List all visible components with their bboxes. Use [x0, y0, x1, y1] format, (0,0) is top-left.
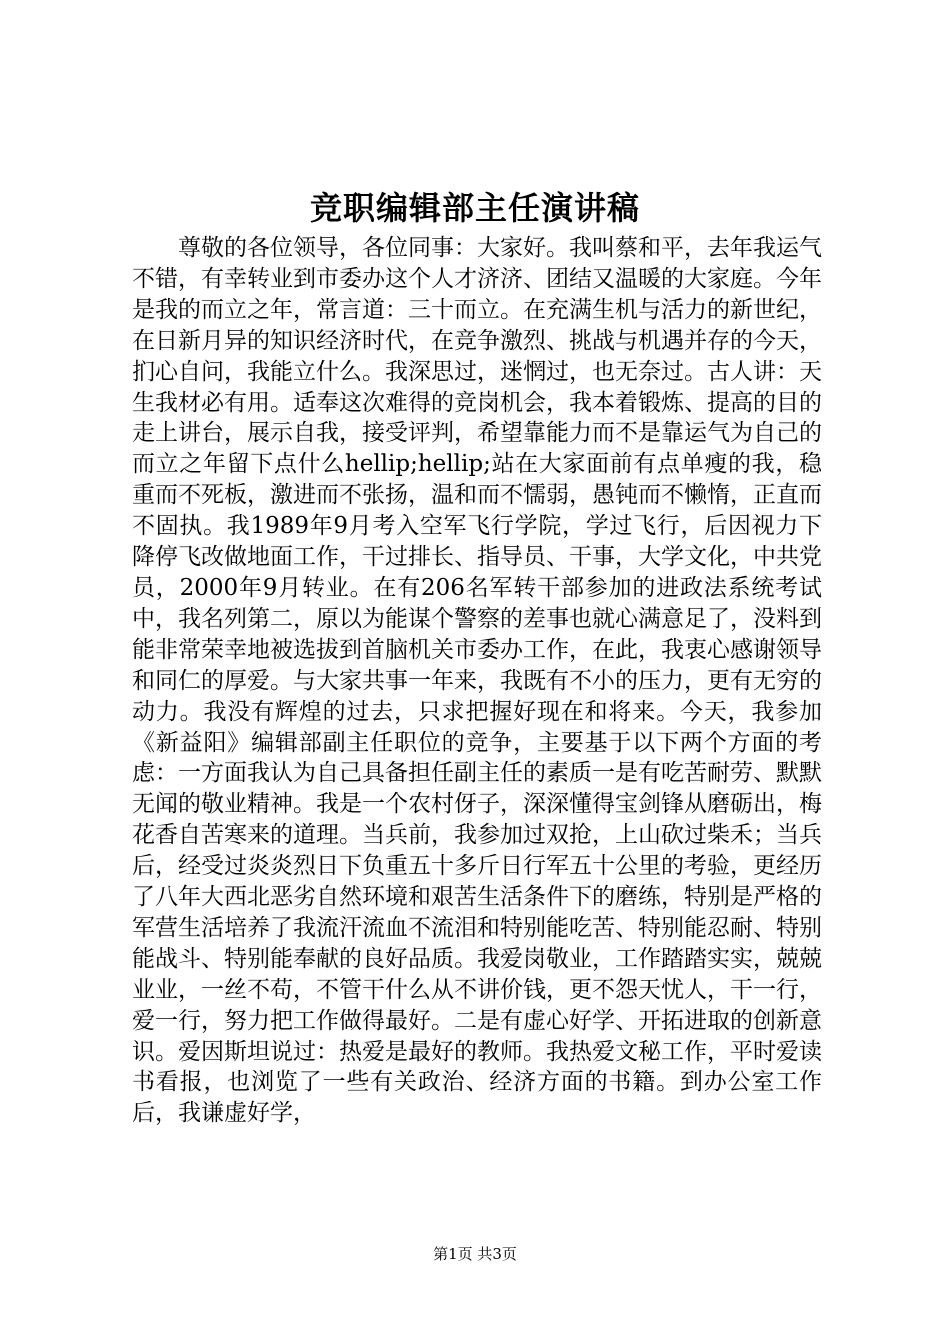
document-title: 竞职编辑部主任演讲稿 — [309, 189, 640, 227]
document-body: 尊敬的各位领导，各位同事：大家好。我叫蔡和平，去年我运气不错，有幸转业到市委办这个人才济济、团结又温暖的大家庭。今年是我的而立之年，常言道：三十而立。在充满生机与活力的新世纪，在日新月异的知识经济时代，在竞争激烈、挑战与机遇并存的今天，扪心自问，我能立什么。我深思过，迷惘过，也无奈过。古人讲：天生我材必有用。适奉这次难得的竞岗机会，我本着锻炼、提高的目的走上讲台，展示自我，接受评判，希望靠能力而不是靠运气为自己的而立之年留下点什么hellip;hellip;站在大家面前有点单瘦的我，稳重而不死板，激进而不张扬，温和而不懦弱，愚钝而不懒惰，正直而不固执。我1989年9月考入空军飞行学院，学过飞行，后因视力下降停飞改做地面工作，干过排长、指导员、干事，大学文化，中共党员，2000年9月转业。在有206名军转干部参加的进政法系统考试中，我名列第二，原以为能谋个警察的差事也就心满意足了，没料到能非常荣幸地被选拔到首脑机关市委办工作，在此，我衷心感谢领导和同仁的厚爱。与大家共事一年来，我既有不小的压力，更有无穷的动力。我没有辉煌的过去，只求把握好现在和将来。今天，我参加《新益阳》编辑部副主任职位的竞争，主要基于以下两个方面的考虑：一方面我认为自己具备担任副主任的素质一是有吃苦耐劳、默默无闻的敬业精神。我是一个农村伢子，深深懂得宝剑锋从磨砺出，梅花香自苦寒来的道理。当兵前，我参加过双抢，上山砍过柴禾；当兵后，经受过炎炎烈日下负重五十多斤日行军五十公里的考验，更经历了八年大西北恶劣自然环境和艰苦生活条件下的磨练，特别是严格的军营生活培养了我流汗流血不流泪和特别能吃苦、特别能忍耐、特别能战斗、特别能奉献的良好品质。我爱岗敬业，工作踏踏实实，兢兢业业，一丝不苟，不管干什么从不讲价钱，更不怨天忧人，干一行，爱一行，努力把工作做得最好。二是有虚心好学、开拓进取的创新意识。爱因斯坦说过：热爱是最好的教师。我热爱文秘工作，平时爱读书看报，也浏览了一些有关政治、经济方面的书籍。到办公室工作后，我谦虚好学， — [132, 235, 822, 1127]
page-indicator: 第1页 共3页 — [433, 1245, 517, 1263]
